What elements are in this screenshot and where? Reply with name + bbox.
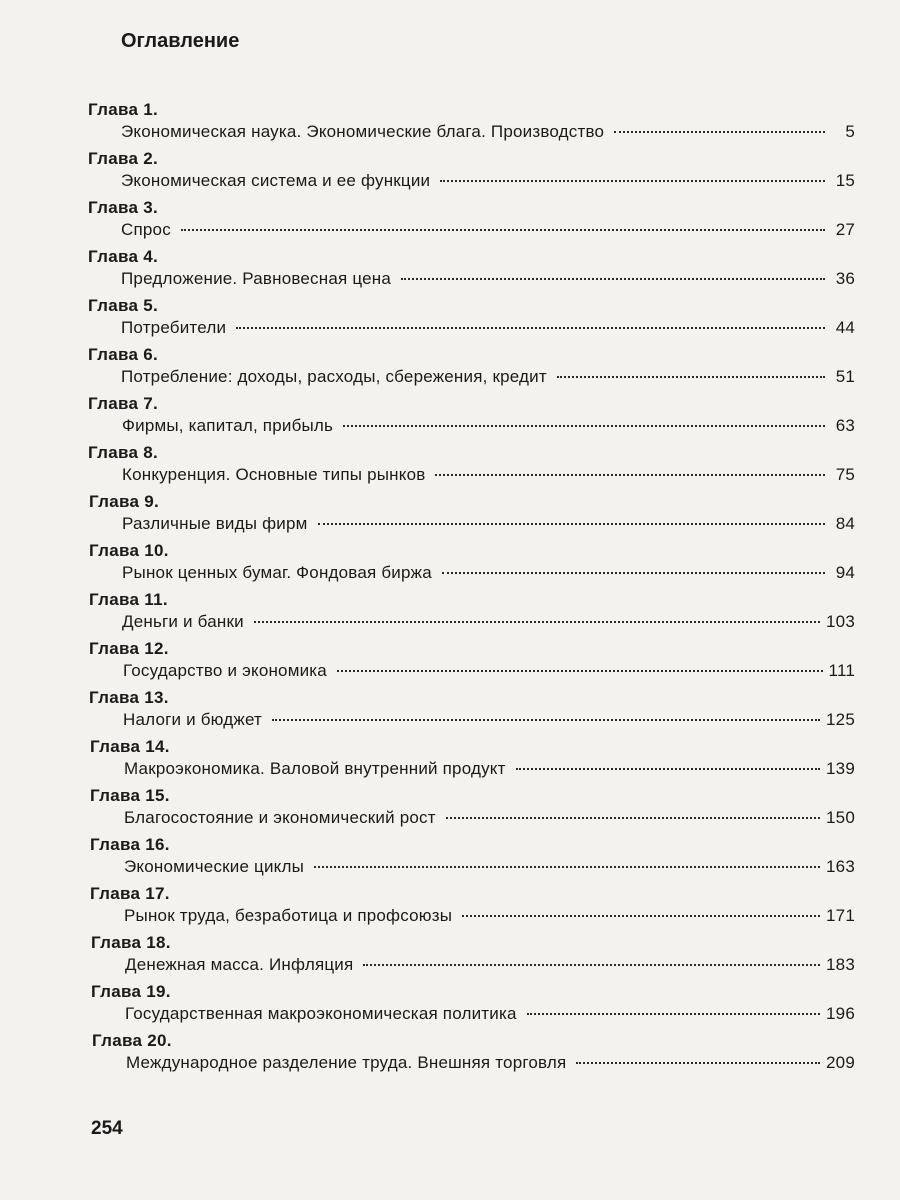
toc-entry[interactable] (122, 464, 855, 486)
chapter-label: Глава 18. (91, 933, 171, 952)
chapter-label: Глава 19. (91, 982, 171, 1001)
dot-leader (462, 915, 820, 917)
chapter-title: Международное разделение труда. Внешняя торговля (126, 1053, 567, 1072)
dot-leader (614, 131, 825, 133)
dot-leader (557, 376, 825, 378)
toc-entry[interactable] (126, 1052, 855, 1074)
toc-entry[interactable] (123, 709, 855, 731)
chapter-label: Глава 5. (88, 296, 159, 315)
toc-chapter (0, 444, 900, 493)
chapter-title: Рынок ценных бумаг. Фондовая биржа (122, 563, 432, 582)
dot-leader (363, 964, 820, 966)
chapter-label: Глава 16. (90, 835, 170, 854)
toc-entry[interactable] (124, 905, 855, 927)
toc-chapter (0, 346, 900, 395)
chapter-label: Глава 13. (89, 688, 169, 707)
dot-leader (435, 474, 825, 476)
dot-leader (446, 817, 820, 819)
chapter-page-number: 111 (828, 661, 855, 680)
chapter-page-number: 196 (826, 1004, 855, 1023)
chapter-label: Глава 17. (90, 884, 170, 903)
chapter-title: Благосостояние и экономический рост (124, 808, 436, 827)
chapter-label: Глава 2. (88, 149, 159, 168)
chapter-page-number: 183 (826, 955, 855, 974)
chapter-title: Экономические циклы (124, 857, 305, 876)
chapter-label: Глава 7. (88, 394, 159, 413)
dot-leader (318, 523, 825, 525)
dot-leader (576, 1062, 820, 1064)
dot-leader (254, 621, 820, 623)
toc-chapter (0, 738, 900, 787)
chapter-label: Глава 4. (88, 247, 159, 266)
toc-entry[interactable] (122, 513, 855, 535)
toc-entry[interactable] (124, 856, 855, 878)
toc-entry[interactable] (122, 562, 855, 584)
chapter-page-number: 209 (826, 1053, 855, 1072)
chapter-title: Различные виды фирм (122, 514, 308, 533)
dot-leader (272, 719, 820, 721)
dot-leader (236, 327, 825, 329)
toc-entry[interactable] (121, 268, 855, 290)
dot-leader (440, 180, 825, 182)
chapter-page-number: 75 (835, 465, 855, 484)
dot-leader (343, 425, 825, 427)
chapter-title: Государственная макроэкономическая политика (125, 1004, 517, 1023)
toc-chapter (0, 787, 900, 836)
toc-chapter (0, 1032, 900, 1081)
dot-leader (527, 1013, 820, 1015)
toc-chapter (0, 542, 900, 591)
chapter-page-number: 5 (845, 122, 855, 141)
chapter-title: Потребление: доходы, расходы, сбережения, кредит (121, 367, 547, 386)
toc-entry[interactable] (122, 611, 855, 633)
toc-entry[interactable] (125, 1003, 855, 1025)
chapter-title: Спрос (121, 220, 171, 239)
chapter-page-number: 36 (835, 269, 855, 288)
toc-chapter (0, 983, 900, 1032)
toc-chapter (0, 199, 900, 248)
toc-chapter (0, 493, 900, 542)
chapter-label: Глава 14. (90, 737, 170, 756)
chapter-page-number: 150 (826, 808, 855, 827)
toc-entry[interactable] (124, 758, 855, 780)
toc-chapter (0, 836, 900, 885)
chapter-title: Рынок труда, безработица и профсоюзы (124, 906, 453, 925)
chapter-label: Глава 11. (89, 590, 168, 609)
toc-entry[interactable] (121, 121, 855, 143)
dot-leader (401, 278, 825, 280)
chapter-label: Глава 8. (88, 443, 159, 462)
toc-chapter (0, 395, 900, 444)
toc-entry[interactable] (125, 954, 855, 976)
toc-entry[interactable] (122, 415, 855, 437)
toc-chapter (0, 689, 900, 738)
chapter-title: Экономическая система и ее функции (121, 171, 431, 190)
toc-entry[interactable] (123, 660, 855, 682)
chapter-title: Предложение. Равновесная цена (121, 269, 391, 288)
toc-entry[interactable] (121, 366, 855, 388)
chapter-page-number: 171 (826, 906, 855, 925)
chapter-page-number: 139 (826, 759, 855, 778)
dot-leader (181, 229, 825, 231)
chapter-page-number: 125 (826, 710, 855, 729)
chapter-title: Деньги и банки (122, 612, 244, 631)
toc-entry[interactable] (121, 219, 855, 241)
chapter-page-number: 84 (835, 514, 855, 533)
dot-leader (314, 866, 820, 868)
toc-chapter (0, 150, 900, 199)
toc-chapter (0, 640, 900, 689)
toc-entry[interactable] (121, 317, 855, 339)
chapter-title: Фирмы, капитал, прибыль (122, 416, 334, 435)
chapter-page-number: 51 (835, 367, 855, 386)
chapter-title: Потребители (121, 318, 227, 337)
chapter-title: Государство и экономика (123, 661, 327, 680)
toc-entry[interactable] (121, 170, 855, 192)
toc-chapter (0, 885, 900, 934)
toc-chapter (0, 297, 900, 346)
chapter-label: Глава 10. (89, 541, 169, 560)
chapter-label: Глава 9. (89, 492, 160, 511)
toc-chapter (0, 248, 900, 297)
toc-list (0, 101, 900, 1081)
chapter-page-number: 63 (835, 416, 855, 435)
chapter-label: Глава 1. (88, 100, 159, 119)
dot-leader (337, 670, 823, 672)
page-number: 254 (91, 1118, 123, 1139)
toc-chapter (0, 591, 900, 640)
dot-leader (516, 768, 820, 770)
chapter-page-number: 15 (835, 171, 855, 190)
chapter-page-number: 27 (835, 220, 855, 239)
chapter-label: Глава 3. (88, 198, 159, 217)
chapter-page-number: 94 (835, 563, 855, 582)
dot-leader (442, 572, 825, 574)
chapter-title: Денежная масса. Инфляция (125, 955, 354, 974)
chapter-title: Конкуренция. Основные типы рынков (122, 465, 426, 484)
toc-title: Оглавление (121, 30, 240, 52)
chapter-title: Макроэкономика. Валовой внутренний продукт (124, 759, 506, 778)
chapter-page-number: 103 (826, 612, 855, 631)
chapter-label: Глава 15. (90, 786, 170, 805)
chapter-page-number: 163 (826, 857, 855, 876)
chapter-label: Глава 6. (88, 345, 159, 364)
toc-chapter (0, 101, 900, 150)
chapter-label: Глава 20. (92, 1031, 172, 1050)
toc-entry[interactable] (124, 807, 855, 829)
chapter-page-number: 44 (835, 318, 855, 337)
chapter-title: Налоги и бюджет (123, 710, 263, 729)
toc-chapter (0, 934, 900, 983)
chapter-title: Экономическая наука. Экономические блага. Производство (121, 122, 605, 141)
chapter-label: Глава 12. (89, 639, 169, 658)
